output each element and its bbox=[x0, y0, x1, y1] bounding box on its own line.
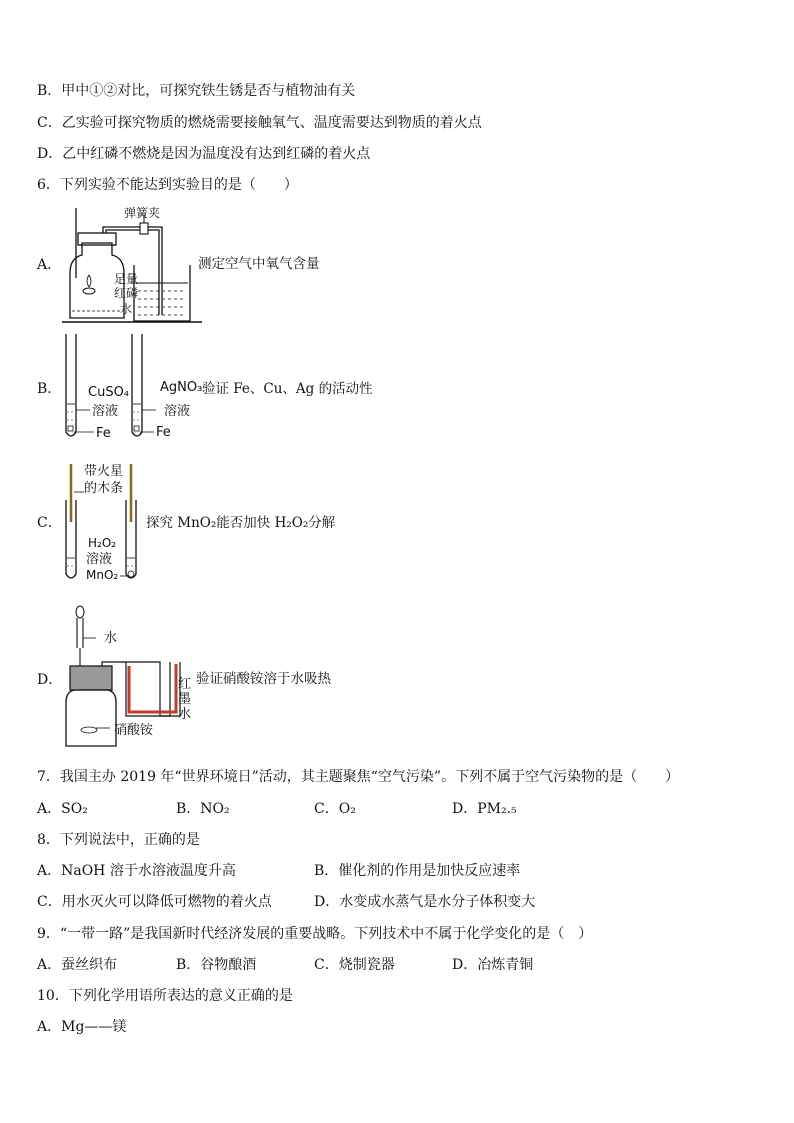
dropper-bulb bbox=[76, 606, 84, 618]
solution-label: 溶液 bbox=[86, 552, 113, 567]
phosphorus-label-1: 足量 bbox=[114, 272, 139, 286]
q7-stem: 7．我国主办 2019 年“世界环境日”活动，其主题聚焦“空气污染”。下列不属于空气污染物的是（ ） bbox=[37, 769, 680, 785]
q6-b-caption: 验证 Fe、Cu、Ag 的活动性 bbox=[202, 381, 373, 397]
ink-label-2: 墨 bbox=[178, 692, 192, 707]
q6-b-apparatus bbox=[60, 332, 203, 444]
q9-stem: 9．“一带一路”是我国新时代经济发展的重要战略。下列技术中不属于化学变化的是（ ） bbox=[37, 926, 593, 942]
q7-option-a: A．SO₂ bbox=[37, 801, 88, 817]
q7-option-d: D．PM₂.₅ bbox=[452, 801, 517, 817]
combustion-spoon bbox=[83, 288, 95, 294]
q5-option-c: C．乙实验可探究物质的燃烧需要接触氧气、温度需要达到物质的着火点 bbox=[37, 115, 482, 131]
clip-label: 弹簧夹 bbox=[124, 206, 161, 220]
q8-option-d: D．水变成水蒸气是水分子体积变大 bbox=[314, 894, 536, 910]
u-tube bbox=[126, 662, 180, 716]
q6-a-label: A． bbox=[37, 257, 62, 273]
stopper bbox=[70, 666, 112, 690]
water-label: 水 bbox=[120, 302, 133, 316]
q6-stem: 6．下列实验不能达到实验目的是（ ） bbox=[37, 177, 298, 193]
q6-c-caption: 探究 MnO₂能否加快 H₂O₂分解 bbox=[146, 515, 336, 531]
mno2-label: MnO₂ bbox=[86, 568, 119, 582]
phosphorus-label-2: 红磷 bbox=[114, 286, 139, 300]
q7-option-c: C．O₂ bbox=[314, 801, 356, 817]
ammonium-nitrate-label: 硝酸铵 bbox=[114, 723, 154, 738]
flame-icon bbox=[87, 275, 91, 287]
test-tube-1 bbox=[66, 334, 76, 436]
cuso4-label: CuSO₄ bbox=[88, 385, 130, 400]
q6-a-caption: 测定空气中氧气含量 bbox=[198, 256, 320, 272]
q5-option-b: B．甲中①②对比，可探究铁生锈是否与植物油有关 bbox=[37, 83, 356, 99]
solution-label-2: 溶液 bbox=[164, 404, 191, 419]
spring-clamp bbox=[140, 223, 148, 234]
q6-a-apparatus bbox=[62, 203, 202, 323]
q6-d-apparatus bbox=[62, 604, 192, 750]
connecting-tube bbox=[103, 227, 162, 315]
u-tube-red-ink bbox=[129, 664, 176, 712]
q9-option-a: A．蚕丝织布 bbox=[37, 957, 118, 973]
q8-option-c: C．用水灭火可以降低可燃物的着火点 bbox=[37, 894, 272, 910]
fe-label-1: Fe bbox=[96, 426, 111, 441]
splint-label-2: 的木条 bbox=[84, 481, 124, 496]
q8-option-a: A．NaOH 溶于水溶液温度升高 bbox=[37, 863, 236, 879]
q6-d-caption: 验证硝酸铵溶于水吸热 bbox=[196, 671, 331, 687]
flask bbox=[66, 690, 116, 746]
test-tube-2 bbox=[132, 334, 142, 436]
q6-b-label: B． bbox=[37, 381, 62, 397]
water-label: 水 bbox=[104, 631, 118, 646]
q9-option-b: B．谷物酿酒 bbox=[176, 957, 257, 973]
q6-c-label: C． bbox=[37, 515, 62, 531]
q8-stem: 8．下列说法中，正确的是 bbox=[37, 832, 200, 848]
q6-d-label: D． bbox=[37, 672, 63, 688]
q5-option-d: D．乙中红磷不燃烧是因为温度没有达到红磷的着火点 bbox=[37, 146, 371, 162]
h2o2-label: H₂O₂ bbox=[88, 536, 117, 550]
q6-c-apparatus bbox=[60, 462, 150, 586]
ink-label-1: 红 bbox=[178, 677, 192, 692]
q8-option-b: B．催化剂的作用是加快反应速率 bbox=[314, 863, 521, 879]
q10-option-a: A．Mg——镁 bbox=[37, 1019, 127, 1035]
fe-label-2: Fe bbox=[156, 425, 171, 440]
solution-label-1: 溶液 bbox=[92, 404, 119, 419]
splint-label-1: 带火星 bbox=[84, 464, 124, 479]
ink-label-3: 水 bbox=[178, 707, 192, 722]
agno3-label: AgNO₃ bbox=[160, 380, 203, 395]
q7-option-b: B．NO₂ bbox=[176, 801, 230, 817]
q9-option-c: C．烧制瓷器 bbox=[314, 957, 395, 973]
q10-stem: 10．下列化学用语所表达的意义正确的是 bbox=[37, 988, 293, 1004]
q9-option-d: D．冶炼青铜 bbox=[452, 957, 534, 973]
